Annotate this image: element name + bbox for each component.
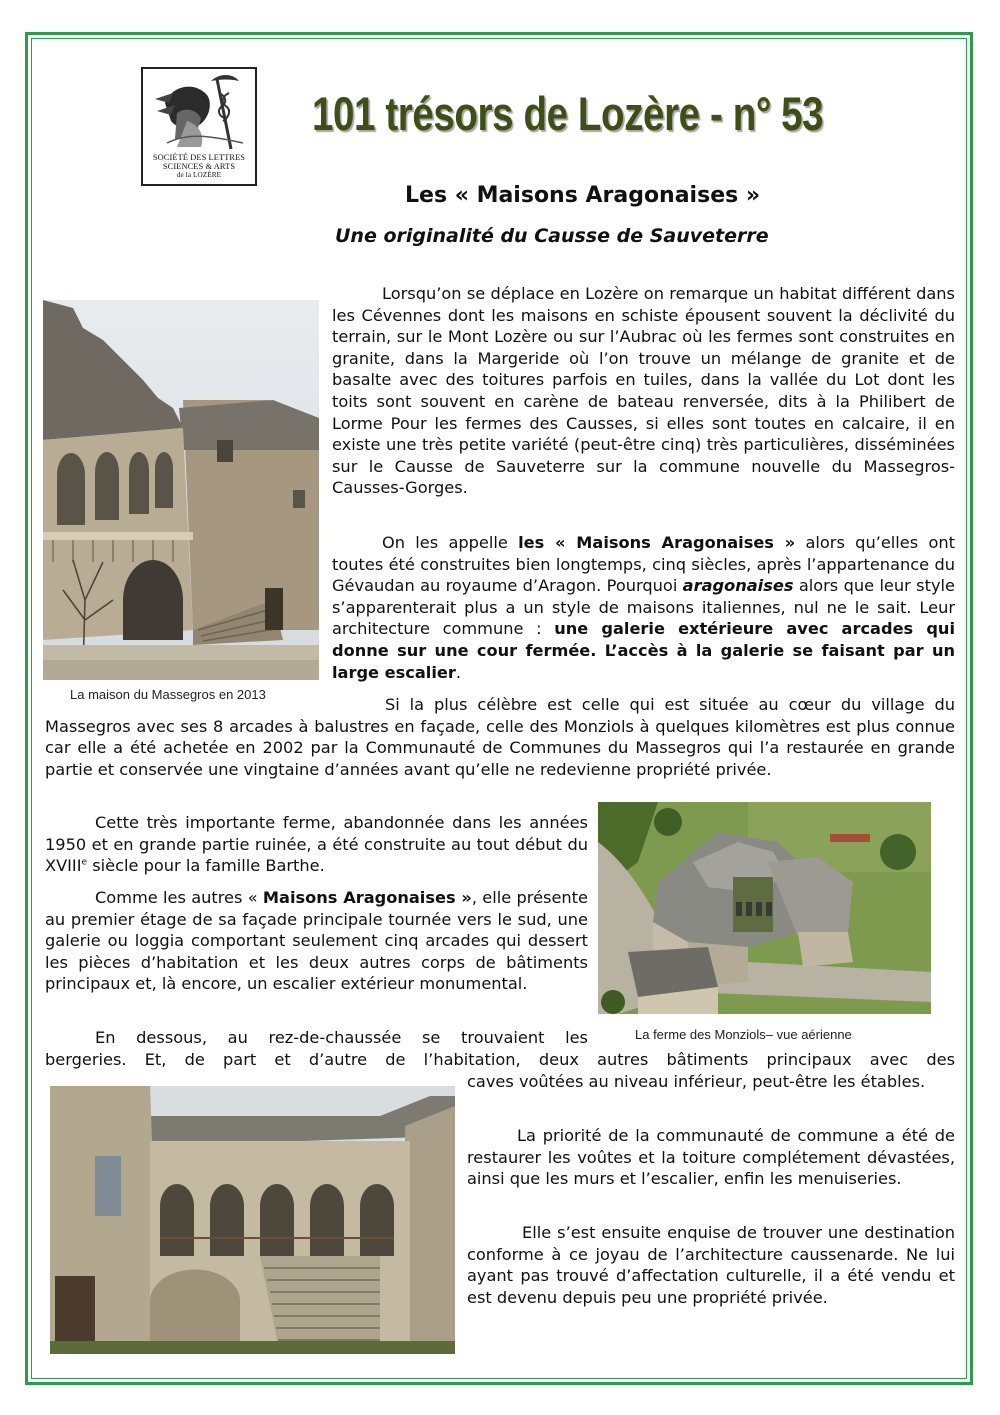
p5-text-c: , elle présente au premier étage de sa façade principale tournée vers le sud, une galerie ou loggia comportant seulement cinq arcades qui dessert les pièces d’habitation et les deux autres corps de bâtiments principaux et, là encore, un escalier extérieur monumental. (45, 888, 588, 994)
logo-line-1: SOCIÉTÉ DES LETTRES (152, 153, 246, 162)
caption-massegros: La maison du Massegros en 2013 (70, 687, 266, 702)
paragraph-6-rest: caves voûtées au niveau inférieur, peut-être les étables. (467, 1072, 926, 1091)
caption-monziols: La ferme des Monziols– vue aérienne (635, 1027, 852, 1042)
photo-massegros (43, 300, 319, 680)
article-tagline: Une originalité du Causse de Sauveterre (335, 225, 769, 247)
p4-superscript: e (81, 857, 88, 868)
paragraph-5 (45, 887, 588, 995)
logo-line-2: SCIENCES & ARTS (162, 162, 236, 171)
photo-monziols-courtyard (50, 1086, 455, 1354)
paragraph-8: Elle s’est ensuite enquise de trouver une destination conforme à ce joyau de l’architecture caussenarde. Ne lui ayant pas trouvé d’affectation culturelle, il a été vendu et est devenu depuis peu une propriété privée. (467, 1223, 955, 1307)
logo-caption (143, 153, 255, 180)
photo-monziols-aerial (598, 802, 931, 1014)
p2-italic-aragonaises: aragonaises (682, 576, 794, 596)
p2-text-g: . (455, 662, 462, 682)
article-heading: Les « Maisons Aragonaises » (405, 183, 761, 208)
paragraph-7: La priorité de la communauté de commune a été de restaurer les voûtes et la toiture complétement dévastées, ainsi que les murs et l’escalier, enfin les menuiseries. (467, 1126, 955, 1189)
paragraph-4 (45, 812, 588, 877)
logo-line-3: de la LOZÈRE (176, 171, 222, 179)
paragraph-6-line-1: En dessous, au rez-de-chaussée se trouvaient les (95, 1028, 588, 1047)
p2-text-a: On les appelle (382, 533, 519, 552)
p2-bold-galerie: une galerie extérieure avec arcades qui donne sur une cour fermée. L’accès à la galerie se faisant par un large escalier (332, 619, 955, 682)
p2-text-c: alors qu’elles ont toutes été construites bien longtemps, cinq siècles, après l’appartenance du Gévaudan au royaume d’Aragon. Pourquoi (332, 533, 955, 596)
p5-text-a: Comme les autres « (95, 888, 263, 907)
society-logo (141, 67, 257, 186)
p2-text-e: alors que leur style s’apparenterait plus a un style de maisons italiennes, nul ne le sait. Leur architecture commune : (332, 576, 955, 639)
hermes-logo-icon (147, 73, 251, 151)
page-title: 101 trésors de Lozère - n° 53 (312, 87, 824, 140)
p2-bold-maisons: les « Maisons Aragonaises » (518, 533, 796, 552)
p4-text-b: siècle pour la famille Barthe. (87, 856, 325, 876)
paragraph-1: Lorsqu’on se déplace en Lozère on remarque un habitat différent dans les Cévennes dont les maisons en schiste épousent souvent la déclivité du terrain, sur le Mont Lozère ou sur l’Aubrac où les fermes sont construites en granite, dans la Margeride où l’on trouve un mélange de granite et de basalte avec des toitures parfois en tuiles, dans la vallée du Lot dont les toits sont souvent en carène de bateau renversée, dits à la Philibert de Lorme Pour les fermes des Causses, si elles sont toutes en calcaire, il en existe une très petite variété (peut-être cinq) très particulières, disséminées sur le Causse de Sauveterre sur la commune nouvelle du Massegros-Causses-Gorges. (332, 284, 955, 498)
paragraph-6-line-2: bergeries. Et, de part et d’autre de l’habitation, deux autres bâtiments principaux avec des (45, 1050, 955, 1069)
p4-text-a: Cette très importante ferme, abandonnée dans les années 1950 et en grande partie ruinée, a été construite au tout début du XVIII (45, 813, 588, 876)
paragraph-2 (332, 532, 955, 683)
paragraph-3: Si la plus célèbre est celle qui est située au cœur du village du Massegros avec ses 8 arcades à balustres en façade, celle des Monziols à quelques kilomètres est plus connue car elle a été achetée en 2002 par la Communauté de Communes du Massegros qui l’a restaurée en grande partie et conservée une vingtaine d’années avant qu’elle ne redevienne propriété privée. (45, 695, 955, 779)
p5-bold-maisons: Maisons Aragonaises » (262, 888, 472, 907)
